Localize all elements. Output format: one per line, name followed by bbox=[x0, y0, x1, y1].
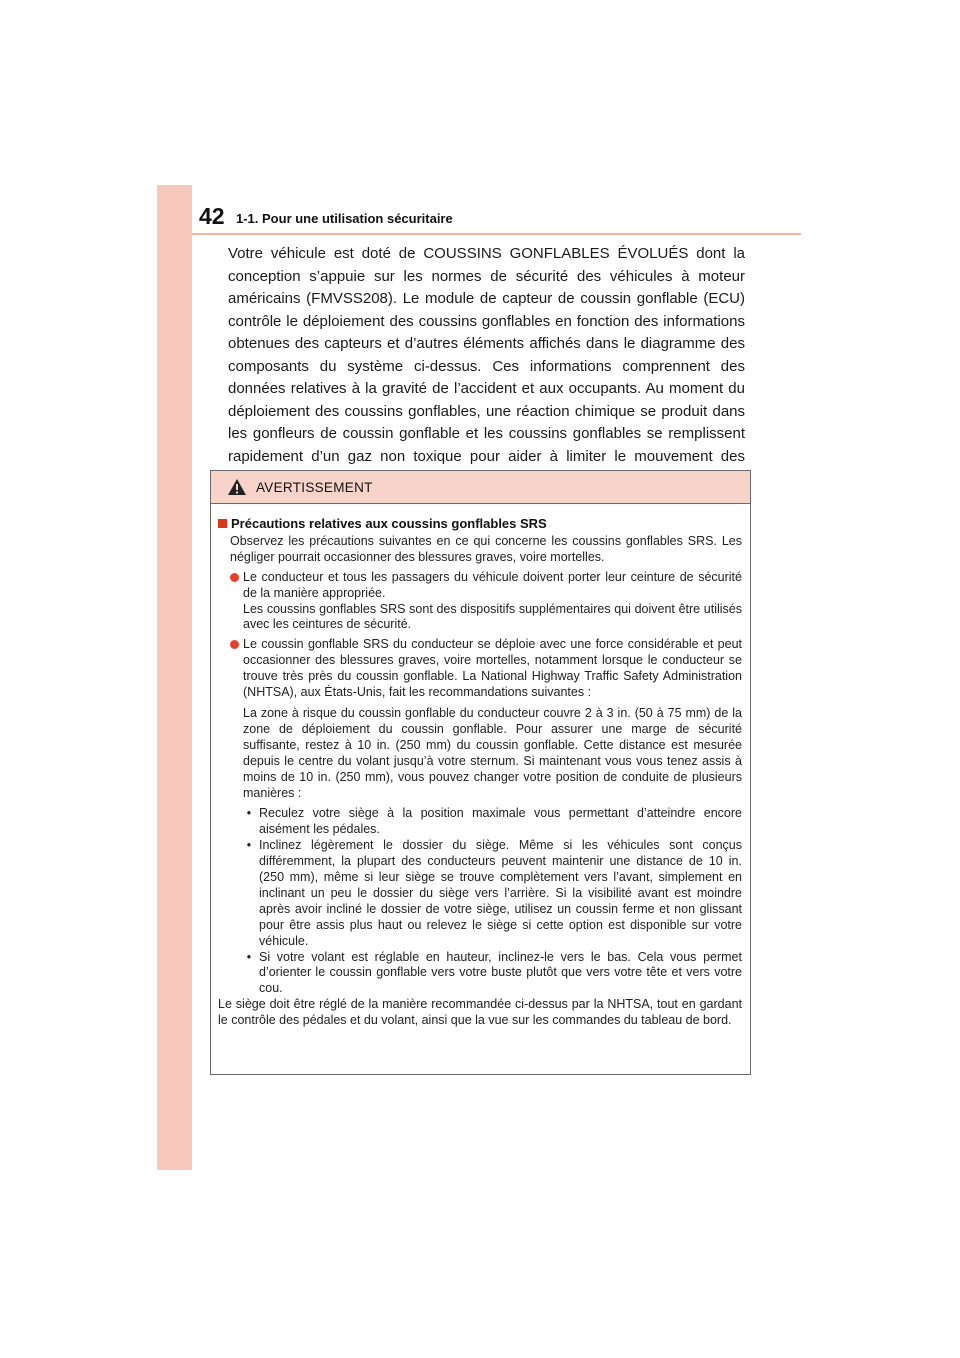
warning-body bbox=[211, 504, 750, 1029]
bullet-driver-airbag: Le coussin gonflable SRS du conducteur se déploie avec une force considérable et peut occasionner des blessures graves, voire mortelles, notamment lorsque le conducteur se trouve très près du coussin gonflable. La National Highway Traffic Safety Administration (NHTSA), aux États-Unis, fait les recommandations suivantes : bbox=[243, 637, 742, 700]
list-item-text: Inclinez légèrement le dossier du siège. Même si les véhicules sont conçus différemment, la plupart des conducteurs peuvent maintenir une distance de 10 in. (250 mm), même si leur siège se trouve complètement vers l’avant, simplement en inclinant un peu le dossier du siège vers l’arrière. Si la visibilité avant est moindre après avoir incliné le dossier de votre siège, utilisez un coussin ferme et non glissant pour être assis plus haut ou relevez le siège si cette option est disponible sur votre véhicule. bbox=[259, 838, 742, 948]
list-bullet-icon: • bbox=[246, 838, 252, 853]
list-bullet-icon: • bbox=[246, 949, 252, 964]
header-divider bbox=[192, 233, 801, 235]
list-bullet-icon: • bbox=[246, 806, 252, 821]
round-bullet-icon bbox=[230, 573, 239, 582]
bullet-seatbelt-note: Les coussins gonflables SRS sont des dispositifs supplémentaires qui doivent être utilisés avec les ceintures de sécurité. bbox=[243, 601, 742, 632]
round-bullet-icon bbox=[230, 640, 239, 649]
recommendation-list bbox=[218, 806, 742, 997]
warning-heading-text: Précautions relatives aux coussins gonflables SRS bbox=[231, 516, 547, 531]
list-item bbox=[243, 950, 742, 998]
risk-zone-paragraph: La zone à risque du coussin gonflable du conducteur couvre 2 à 3 in. (50 à 75 mm) de la zone de déploiement du coussin gonflable. Pour assurer une marge de sécurité suffisante, restez à 10 in. (250 mm) du coussin gonflable. Cette distance est mesurée depuis le centre du volant jusqu’à votre sternum. Si maintenant vous vous tenez assis à moins de 10 in. (250 mm), vous pouvez changer votre position de conduite de plusieurs manières : bbox=[243, 705, 742, 800]
warning-header bbox=[211, 471, 750, 504]
warning-intro: Observez les précautions suivantes en ce qui concerne les coussins gonflables SRS. Les négliger pourrait occasionner des blessures graves, voire mortelles. bbox=[230, 533, 742, 564]
warning-label: AVERTISSEMENT bbox=[256, 479, 373, 495]
section-title: 1-1. Pour une utilisation sécuritaire bbox=[236, 211, 453, 226]
warning-heading bbox=[218, 516, 742, 532]
warning-triangle-icon bbox=[227, 478, 247, 496]
list-item bbox=[243, 838, 742, 949]
bullet-seatbelt: Le conducteur et tous les passagers du véhicule doivent porter leur ceinture de sécurité de la manière appropriée. bbox=[243, 569, 742, 600]
list-item-text: Si votre volant est réglable en hauteur, inclinez-le vers le bas. Cela vous permet d’orienter le coussin gonflable vers votre buste plutôt que vers votre tête et vers votre cou. bbox=[259, 949, 742, 996]
warning-box bbox=[210, 470, 751, 1075]
closing-paragraph: Le siège doit être réglé de la manière recommandée ci-dessus par la NHTSA, tout en gardant le contrôle des pédales et du volant, ainsi que la vue sur les commandes du tableau de bord. bbox=[218, 997, 742, 1028]
bullet-item bbox=[218, 637, 742, 701]
chapter-side-tab bbox=[157, 185, 192, 1170]
page-number: 42 bbox=[199, 203, 225, 229]
list-item bbox=[243, 806, 742, 838]
square-bullet-icon bbox=[218, 519, 227, 528]
bullet-item bbox=[218, 570, 742, 634]
intro-paragraph: Votre véhicule est doté de COUSSINS GONFLABLES ÉVOLUÉS dont la conception s’appuie sur les normes de sécurité des véhicules à moteur américains (FMVSS208). Le module de capteur de coussin gonflable (ECU) contrôle le déploiement des coussins gonflables en fonction des informations obtenues des capteurs et d’autres éléments affichés dans le diagramme des composants du système ci-dessus. Ces informations comprennent des données relatives à la gravité de l’accident et aux occupants. Au moment du déploiement des coussins gonflables, une réaction chimique se produit dans les gonfleurs de coussin gonflable et les coussins gonflables se remplissent rapidement d’un gaz non toxique pour aider à limiter le mouvement des bbox=[228, 245, 745, 465]
list-item-text: Reculez votre siège à la position maximale vous permettant d’atteindre encore aisément les pédales. bbox=[259, 806, 742, 837]
